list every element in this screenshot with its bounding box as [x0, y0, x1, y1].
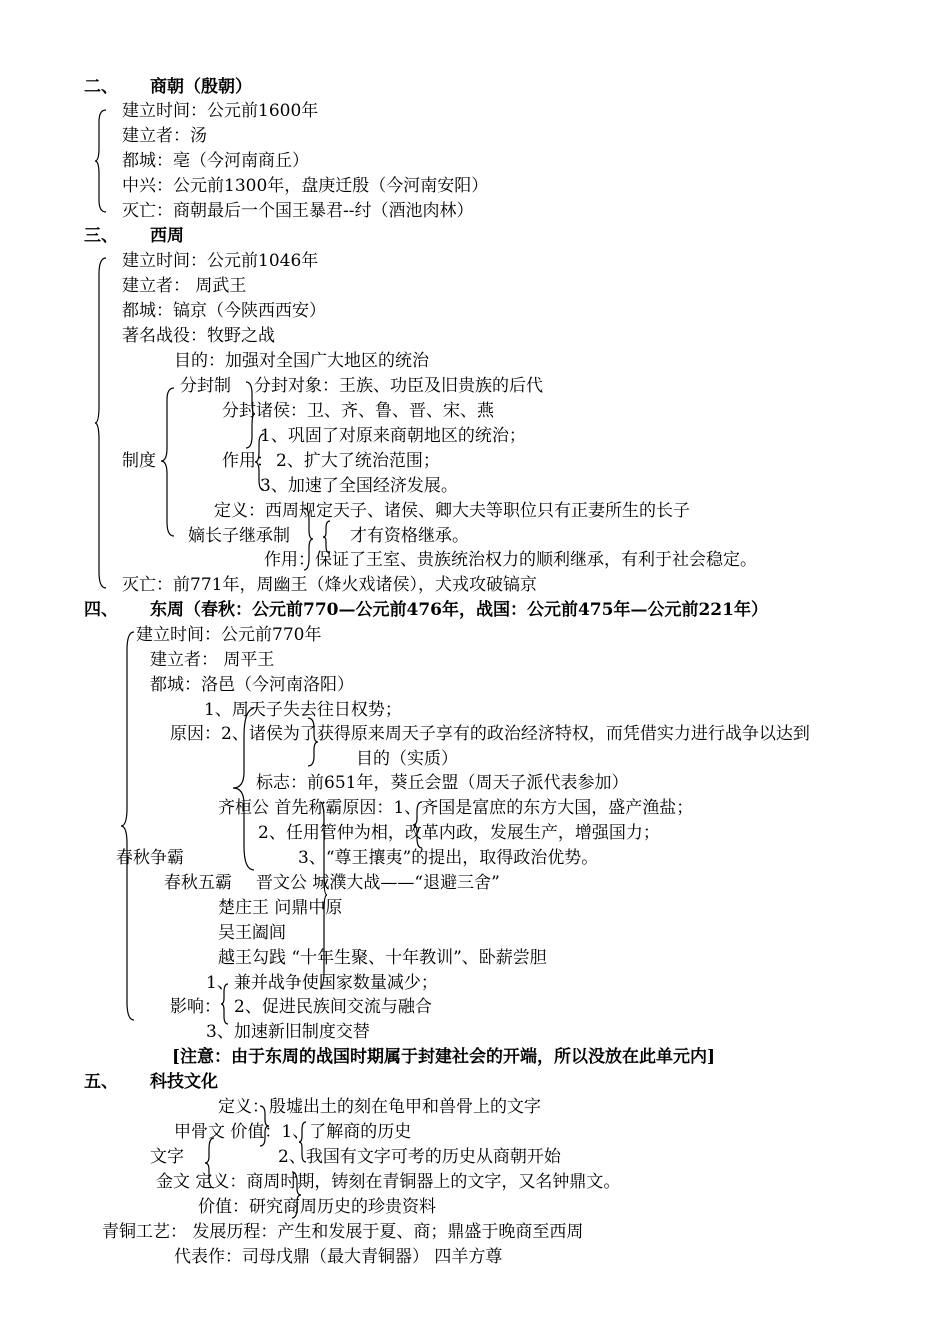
curly-brace	[254, 432, 266, 492]
fenfeng-vassals: 分封诸侯：卫、齐、鲁、晋、宋、燕	[222, 401, 494, 421]
curly-brace	[204, 1136, 216, 1190]
section-number: 三、	[84, 226, 118, 246]
curly-brace	[232, 706, 256, 872]
section-title: 科技文化	[150, 1072, 218, 1092]
curly-brace	[322, 519, 332, 555]
curly-brace	[120, 630, 136, 1022]
list-item: 灭亡：前771年，周幽王（烽火戏诸侯），犬戎攻破镐京	[122, 575, 537, 595]
curly-brace	[160, 386, 176, 538]
section-title: 西周	[150, 226, 184, 246]
fenfeng-label: 分封制	[180, 376, 231, 396]
dizhang-definition-cont: 才有资格继承。	[350, 526, 469, 546]
list-item: 灭亡：商朝最后一个国王暴君--纣（酒池肉林）	[122, 201, 474, 221]
wenzi-label: 文字	[150, 1147, 184, 1167]
fenfeng-target: 分封对象：王族、功臣及旧贵族的后代	[254, 376, 543, 396]
curly-brace	[94, 108, 108, 214]
section-title: 东周（春秋：公元前770—公元前476年，战国：公元前475年—公元前221年）	[150, 600, 768, 620]
curly-brace	[306, 716, 320, 768]
qihuan-line: 齐桓公 首先称霸原因：1、齐国是富庶的东方大国，盛产渔盐；	[218, 798, 694, 818]
fenfeng-purpose: 目的：加强对全国广大地区的统治	[174, 351, 429, 371]
influence-line: 3、加速新旧制度交替	[206, 1022, 370, 1042]
fenfeng-effect: 3、加速了全国经济发展。	[260, 476, 458, 496]
list-item: 都城：洛邑（今河南洛阳）	[150, 675, 354, 695]
cause-line: 目的（实质）	[356, 749, 458, 769]
curly-brace	[412, 800, 424, 850]
bronze-craft-line: 青铜工艺： 发展历程：产生和发展于夏、商；鼎盛于晚商至西周	[102, 1222, 584, 1242]
curly-brace	[318, 800, 328, 990]
list-item: 建立者： 周平王	[150, 650, 275, 670]
curly-brace	[298, 1120, 308, 1164]
list-item: 建立者：汤	[122, 126, 207, 146]
dizhang-definition: 定义：西周规定天子、诸侯、卿大夫等职位只有正妻所生的长子	[214, 501, 690, 521]
oracle-line: 2、我国有文字可考的历史从商朝开始	[278, 1147, 561, 1167]
dizhang-effect: 作用：保证了王室、贵族统治权力的顺利继承，有利于社会稳定。	[264, 550, 757, 570]
hegemon-line: 楚庄王 问鼎中原	[218, 898, 343, 918]
section-number: 二、	[84, 77, 118, 97]
section-title: 商朝（殷朝）	[150, 77, 252, 97]
influence-line: 2、促进民族间交流与融合	[234, 997, 432, 1017]
mark-line: 标志：前651年，葵丘会盟（周天子派代表参加）	[256, 773, 629, 793]
curly-brace	[302, 506, 314, 572]
list-item: 著名战役：牧野之战	[122, 326, 275, 346]
note: [注意：由于东周的战国时期属于封建社会的开端，所以没放在此单元内]	[172, 1047, 716, 1067]
chunqiu-label: 春秋争霸	[116, 848, 184, 868]
oracle-line: 甲骨文 价值：1、了解商的历史	[174, 1122, 412, 1142]
bronze-craft-line: 代表作：司母戊鼎（最大青铜器） 四羊方尊	[174, 1247, 503, 1267]
influence-line: 1、兼并战争使国家数量减少；	[206, 973, 438, 993]
fenfeng-effect-label: 作用：	[222, 451, 273, 471]
qihuan-line: 2、任用管仲为相，改革内政，发展生产，增强国力；	[258, 823, 660, 843]
cause-line: 1、周天子失去往日权势；	[204, 700, 402, 720]
bronze-script-line: 价值：研究商周历史的珍贵资料	[198, 1197, 436, 1217]
curly-brace	[220, 982, 230, 1026]
hegemon-line: 吴王阖闾	[218, 923, 286, 943]
list-item: 建立时间：公元前1600年	[122, 101, 319, 121]
wuba-label: 春秋五霸	[164, 873, 232, 893]
curly-brace	[290, 1170, 302, 1220]
cause-line: 原因：2、诸侯为了获得原来周天子享有的政治经济特权，而凭借实力进行战争以达到	[170, 724, 810, 744]
fenfeng-effect: 2、扩大了统治范围；	[276, 451, 440, 471]
fenfeng-effect: 1、巩固了对原来商朝地区的统治；	[260, 426, 526, 446]
hegemon-line: 晋文公 城濮大战——“退避三舍”	[256, 873, 500, 893]
list-item: 都城：镐京（今陕西西安）	[122, 301, 326, 321]
oracle-definition: 定义：殷墟出土的刻在龟甲和兽骨上的文字	[218, 1097, 541, 1117]
section-number: 五、	[84, 1072, 118, 1092]
list-item: 都城：亳（今河南商丘）	[122, 151, 309, 171]
curly-brace	[94, 256, 108, 590]
section-number: 四、	[84, 600, 118, 620]
list-item: 中兴：公元前1300年，盘庚迁殷（今河南安阳）	[122, 176, 489, 196]
list-item: 建立时间：公元前770年	[136, 625, 322, 645]
qihuan-line: 3、“尊王攘夷”的提出，取得政治优势。	[298, 848, 599, 868]
bronze-script-line: 金文 定义：商周时期，铸刻在青铜器上的文字，又名钟鼎文。	[156, 1172, 621, 1192]
dizhang-label: 嫡长子继承制	[188, 526, 290, 546]
list-item: 建立者： 周武王	[122, 276, 247, 296]
list-item: 建立时间：公元前1046年	[122, 251, 319, 271]
hegemon-line: 越王勾践 “十年生聚、十年教训”、卧薪尝胆	[218, 948, 547, 968]
influence-label: 影响：	[170, 997, 221, 1017]
zhidu-label: 制度	[122, 451, 156, 471]
curly-brace	[258, 1104, 270, 1148]
